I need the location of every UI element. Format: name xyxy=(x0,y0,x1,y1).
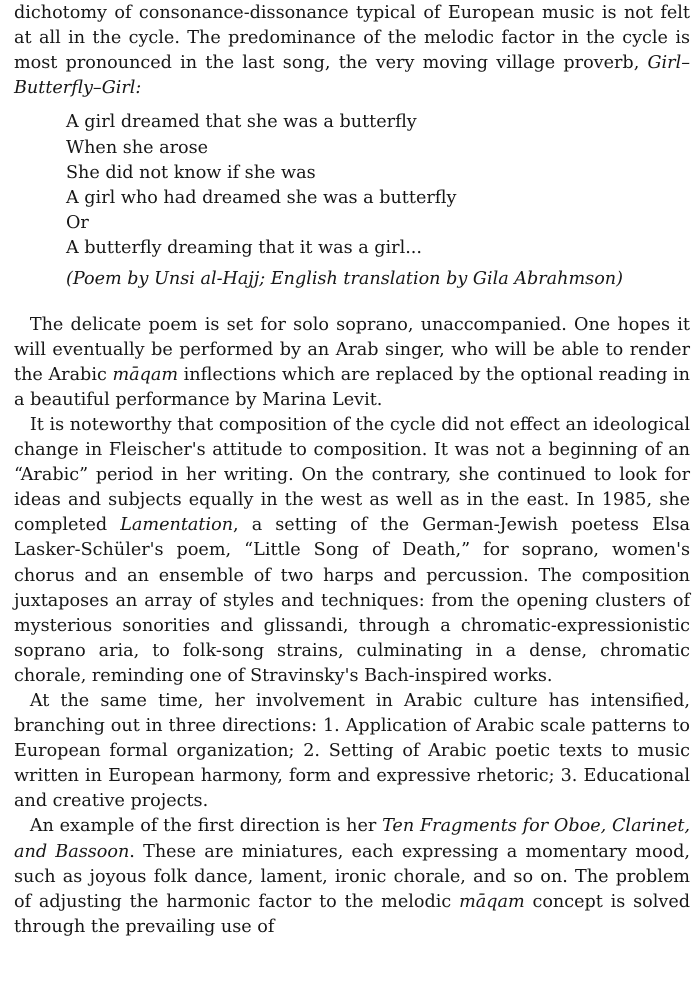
poem-line: A girl dreamed that she was a butterfly xyxy=(66,112,417,133)
paragraph-text: concept is solved through the prevailing use of xyxy=(14,891,691,937)
paragraph-text: The delicate poem is set for solo soprano, unaccompanied. One hopes it will eventually be performed by an Arab singer, who will be able to render the Arabic xyxy=(14,314,690,385)
poem-credit: (Poem by Unsi al-Hajj; English translation by Gila Abrahmson) xyxy=(66,268,623,289)
intro-paragraph xyxy=(14,1,690,101)
intro-text: dichotomy of consonance-dissonance typical of European music is not felt at all in the cycle. The predominance of the melodic factor in the cycle is most pronounced in the last song, the very moving village proverb, xyxy=(14,3,690,74)
paragraph-three-directions xyxy=(14,689,690,814)
paragraph-soprano-setting xyxy=(14,313,690,413)
paragraph-text: An example of the first direction is her xyxy=(29,816,383,837)
paragraph-ten-fragments xyxy=(14,814,690,939)
paragraph-text: inflections which are replaced by the optional reading in a beautiful performance by Marina Levit. xyxy=(14,364,690,410)
paragraph-lamentation xyxy=(14,413,690,689)
song-title: Girl–Butterfly–Girl: xyxy=(14,53,690,99)
poem-line: A girl who had dreamed she was a butterfly xyxy=(66,187,457,208)
poem-line: When she arose xyxy=(66,137,209,158)
poem-line: Or xyxy=(66,213,89,234)
paragraph-text: . These are miniatures, each expressing a momentary mood, such as joyous folk dance, lament, ironic chorale, and so on. The problem of adjusting the harmonic factor to the melodic xyxy=(14,841,690,912)
paragraph-text: At the same time, her involvement in Arabic culture has intensified, branching out in three directions: 1. Application of Arabic scale patterns to European formal organization; 2. Setting of Arabic poetic texts to music written in European harmony, form and expressive rhetoric; 3. Educational and creative projects. xyxy=(14,691,690,812)
body-text xyxy=(14,313,690,940)
work-title: Lamentation xyxy=(120,515,234,536)
poem-line: She did not know if she was xyxy=(66,162,316,183)
work-title: Ten Fragments for Oboe, Clarinet, and Bassoon xyxy=(14,816,690,862)
maqam-term: māqam xyxy=(459,891,525,912)
maqam-term: māqam xyxy=(112,364,179,385)
poem-block xyxy=(14,110,690,261)
paragraph-text: It is noteworthy that composition of the cycle did not effect an ideological change in Fleischer's attitude to composition. It was not a beginning of an “Arabic” period in her writing. On the contrary, she continued to look for ideas and subjects equally in the west as well as in the east. In 1985, she completed xyxy=(14,414,690,536)
paragraph-text: , a setting of the German-Jewish poetess Elsa Lasker-Schüler's poem, “Little Song of Death,” for soprano, women's chorus and an ensemble of two harps and percussion. The composition juxtaposes an array of styles and techniques: from the opening clusters of mysterious sonorities and glissandi, through a chromatic-expressionistic soprano aria, to folk-song strains, culminating in a dense, chromatic chorale, reminding one of Stravinsky's Bach-inspired works. xyxy=(14,515,690,686)
poem-line: A butterfly dreaming that it was a girl... xyxy=(66,238,422,259)
